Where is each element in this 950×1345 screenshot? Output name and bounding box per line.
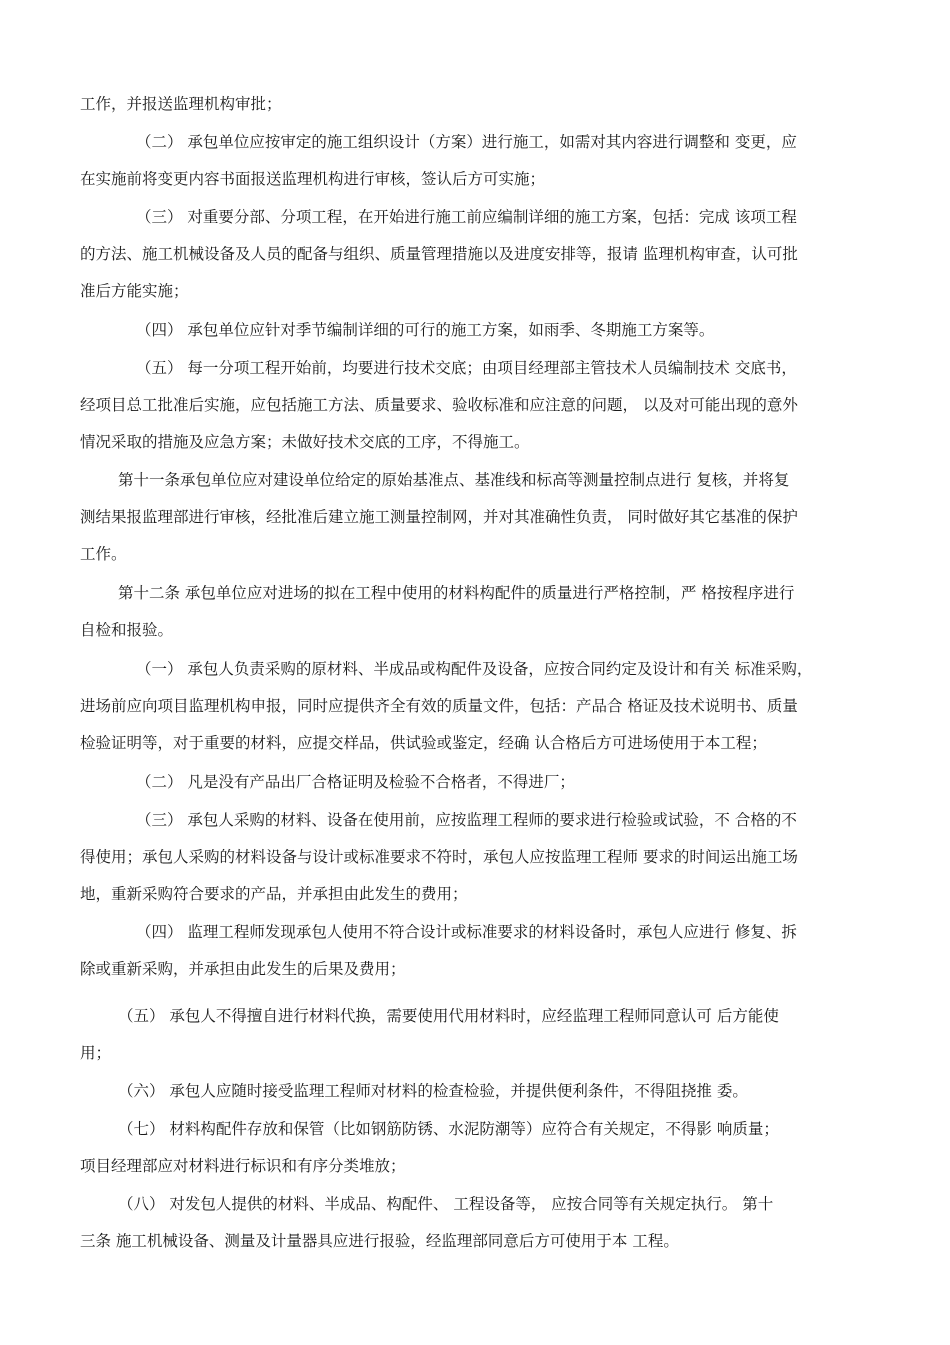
text-line: （二） 承包单位应按审定的施工组织设计（方案）进行施工，如需对其内容进行调整和 变更，应 bbox=[136, 133, 797, 151]
text-line: 经项目总工批准后实施，应包括施工方法、质量要求、验收标准和应注意的问题， 以及对可能出现的意外 bbox=[80, 396, 798, 414]
paragraph-item-2b bbox=[80, 764, 870, 801]
text-line: （三） 对重要分部、分项工程，在开始进行施工前应编制详细的施工方案，包括：完成 该项工程 bbox=[136, 208, 797, 226]
text-line: 除或重新采购，并承担由此发生的后果及费用； bbox=[80, 960, 406, 978]
paragraph-item-6 bbox=[80, 1073, 870, 1110]
paragraph-article-12 bbox=[80, 575, 870, 649]
text-line: 项目经理部应对材料进行标识和有序分类堆放； bbox=[80, 1157, 406, 1175]
paragraph-item-8 bbox=[80, 1186, 870, 1260]
text-line: （八） 对发包人提供的材料、半成品、构配件、 工程设备等， 应按合同等有关规定执行。 第十 bbox=[118, 1195, 774, 1213]
text-line: 第十一条承包单位应对建设单位给定的原始基准点、基准线和标高等测量控制点进行 复核，并将复 bbox=[118, 471, 790, 489]
text-line: 地，重新采购符合要求的产品，并承担由此发生的费用； bbox=[80, 885, 468, 903]
text-line: （三） 承包人采购的材料、设备在使用前，应按监理工程师的要求进行检验或试验，不 合格的不 bbox=[136, 811, 797, 829]
paragraph-item-4b bbox=[80, 914, 870, 988]
text-line: 自检和报验。 bbox=[80, 621, 174, 639]
text-line: 的方法、施工机械设备及人员的配备与组织、质量管理措施以及进度安排等，报请 监理机构审查，认可批 bbox=[80, 245, 798, 263]
text-line: 得使用；承包人采购的材料设备与设计或标准要求不符时，承包人应按监理工程师 要求的时间运出施工场 bbox=[80, 848, 798, 866]
text-line: 在实施前将变更内容书面报送监理机构进行审核，签认后方可实施； bbox=[80, 170, 546, 188]
text-line: 工作。 bbox=[80, 545, 127, 563]
text-line: 第十二条 承包单位应对进场的拟在工程中使用的材料构配件的质量进行严格控制，严 格按程序进行 bbox=[118, 584, 795, 602]
text-line: 准后方能实施； bbox=[80, 282, 189, 300]
paragraph-item-4 bbox=[80, 312, 870, 349]
text-line: 情况采取的措施及应急方案；未做好技术交底的工序，不得施工。 bbox=[80, 433, 530, 451]
text-line: 进场前应向项目监理机构申报，同时应提供齐全有效的质量文件，包括：产品合 格证及技术说明书、质量 bbox=[80, 697, 798, 715]
text-line: （一） 承包人负责采购的原材料、半成品或构配件及设备，应按合同约定及设计和有关 标准采购， bbox=[136, 660, 813, 678]
paragraph-item-5 bbox=[80, 350, 870, 461]
text-line: 工作，并报送监理机构审批； bbox=[80, 95, 282, 113]
text-line: （七） 材料构配件存放和保管（比如钢筋防锈、水泥防潮等）应符合有关规定，不得影 响质量； bbox=[118, 1120, 779, 1138]
text-line: 测结果报监理部进行审核，经批准后建立施工测量控制网，并对其准确性负责， 同时做好其它基准的保护 bbox=[80, 508, 798, 526]
text-line: （四） 承包单位应针对季节编制详细的可行的施工方案，如雨季、冬期施工方案等。 bbox=[136, 321, 715, 339]
paragraph-item-3b bbox=[80, 802, 870, 913]
text-line: 检验证明等，对于重要的材料，应提交样品，供试验或鉴定，经确 认合格后方可进场使用于本工程； bbox=[80, 734, 767, 752]
text-line: 用； bbox=[80, 1044, 112, 1062]
text-line: 三条 施工机械设备、测量及计量器具应进行报验，经监理部同意后方可使用于本 工程。 bbox=[80, 1232, 679, 1250]
paragraph-item-1 bbox=[80, 651, 870, 762]
text-line: （四） 监理工程师发现承包人使用不符合设计或标准要求的材料设备时，承包人应进行 修复、拆 bbox=[136, 923, 797, 941]
paragraph-article-11 bbox=[80, 462, 870, 573]
text-line: （五） 承包人不得擅自进行材料代换，需要使用代用材料时，应经监理工程师同意认可 后方能使 bbox=[118, 1007, 779, 1025]
paragraph-item-2 bbox=[80, 124, 870, 198]
text-line: （二） 凡是没有产品出厂合格证明及检验不合格者，不得进厂； bbox=[136, 773, 575, 791]
paragraph-item-5b bbox=[80, 998, 870, 1072]
paragraph-item-3 bbox=[80, 199, 870, 310]
paragraph-item-7 bbox=[80, 1111, 870, 1185]
text-line: （六） 承包人应随时接受监理工程师对材料的检查检验，并提供便利条件，不得阻挠推 委。 bbox=[118, 1082, 748, 1100]
paragraph-continuation bbox=[80, 86, 870, 123]
text-line: （五） 每一分项工程开始前，均要进行技术交底；由项目经理部主管技术人员编制技术 交底书， bbox=[136, 359, 797, 377]
